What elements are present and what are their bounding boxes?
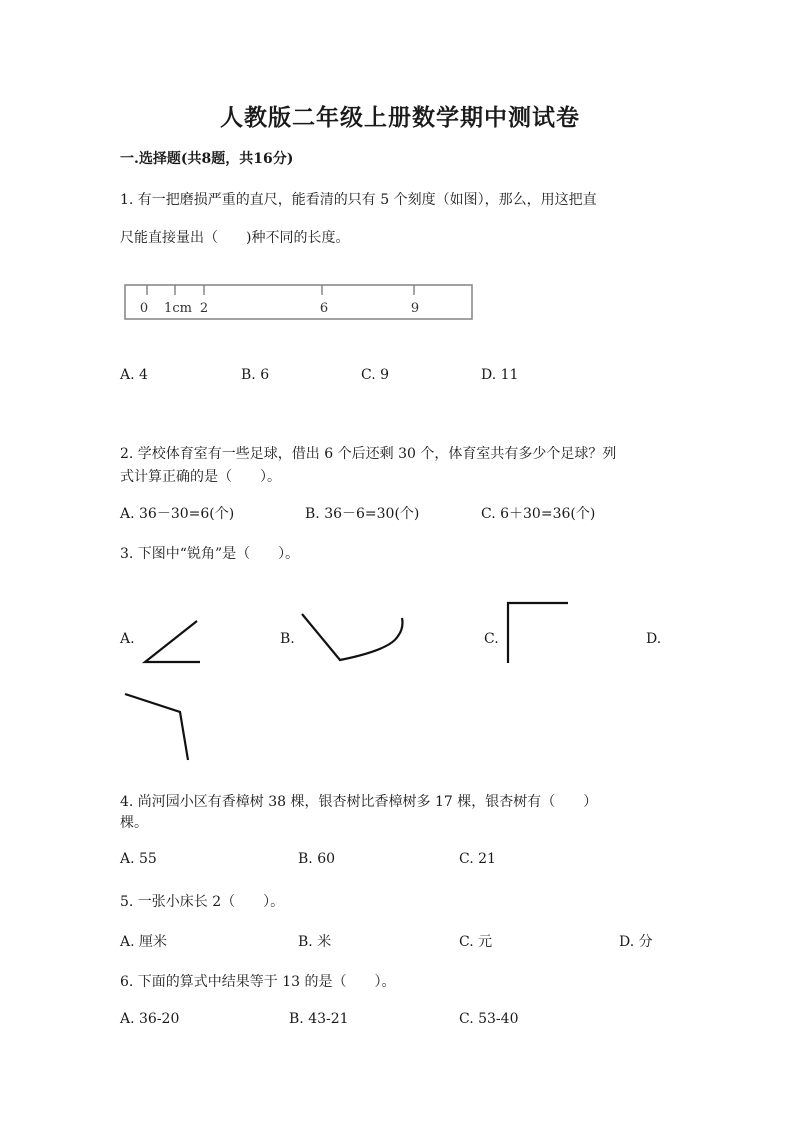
ruler-label-0: 0	[139, 301, 149, 316]
q1-option-d[interactable]: D. 11	[481, 367, 519, 383]
q3-option-b[interactable]: B.	[280, 631, 295, 647]
q4-option-c[interactable]: C. 21	[459, 851, 496, 867]
q5-option-a[interactable]: A. 厘米	[120, 934, 168, 950]
q6-option-c[interactable]: C. 53-40	[459, 1011, 519, 1027]
q1-option-b[interactable]: B. 6	[241, 367, 270, 383]
angle-figure-d	[125, 694, 188, 760]
q1-option-c[interactable]: C. 9	[361, 367, 390, 383]
question-6-line-1: 6. 下面的算式中结果等于 13 的是（ ）。	[120, 974, 396, 990]
angle-figure-b	[302, 614, 403, 660]
q4-option-b[interactable]: B. 60	[298, 851, 336, 867]
q6-option-a[interactable]: A. 36-20	[120, 1011, 180, 1027]
question-3-line-1: 3. 下图中“锐角”是（ ）。	[120, 546, 300, 562]
ruler-label-1cm: 1cm	[164, 301, 192, 316]
q1-option-a[interactable]: A. 4	[120, 367, 148, 383]
q3-option-d[interactable]: D.	[646, 631, 662, 647]
q2-option-b[interactable]: B. 36－6=30(个)	[305, 506, 420, 522]
question-5-line-1: 5. 一张小床长 2（ ）。	[120, 894, 285, 910]
question-1-line-1: 1. 有一把磨损严重的直尺，能看清的只有 5 个刻度（如图），那么，用这把直	[120, 192, 597, 208]
question-4-line-2: 棵。	[120, 815, 148, 831]
page-title: 人教版二年级上册数学期中测试卷	[220, 104, 580, 131]
angle-figure-a	[145, 621, 200, 662]
section-heading: 一.选择题(共8题，共16分)	[120, 151, 294, 167]
q2-option-a[interactable]: A. 36－30=6(个)	[120, 506, 235, 522]
ruler-label-6: 6	[319, 301, 329, 316]
q5-option-d[interactable]: D. 分	[619, 934, 653, 950]
angle-figure-c	[508, 603, 568, 663]
ruler-label-9: 9	[410, 301, 420, 316]
question-2-line-2: 式计算正确的是（ ）。	[120, 469, 281, 485]
q2-option-c[interactable]: C. 6＋30=36(个)	[481, 506, 596, 522]
question-2-line-1: 2. 学校体育室有一些足球，借出 6 个后还剩 30 个，体育室共有多少个足球？列	[120, 446, 617, 462]
q5-option-b[interactable]: B. 米	[298, 934, 332, 950]
q4-option-a[interactable]: A. 55	[120, 851, 157, 867]
ruler-label-2: 2	[199, 301, 209, 316]
question-1-line-2: 尺能直接量出（ )种不同的长度。	[120, 230, 350, 246]
q5-option-c[interactable]: C. 元	[459, 934, 493, 950]
q6-option-b[interactable]: B. 43-21	[289, 1011, 349, 1027]
q3-option-c[interactable]: C.	[484, 631, 499, 647]
question-4-line-1: 4. 尚河园小区有香樟树 38 棵，银杏树比香樟树多 17 棵，银杏树有（ ）	[120, 794, 598, 810]
q3-option-a[interactable]: A.	[120, 631, 135, 647]
